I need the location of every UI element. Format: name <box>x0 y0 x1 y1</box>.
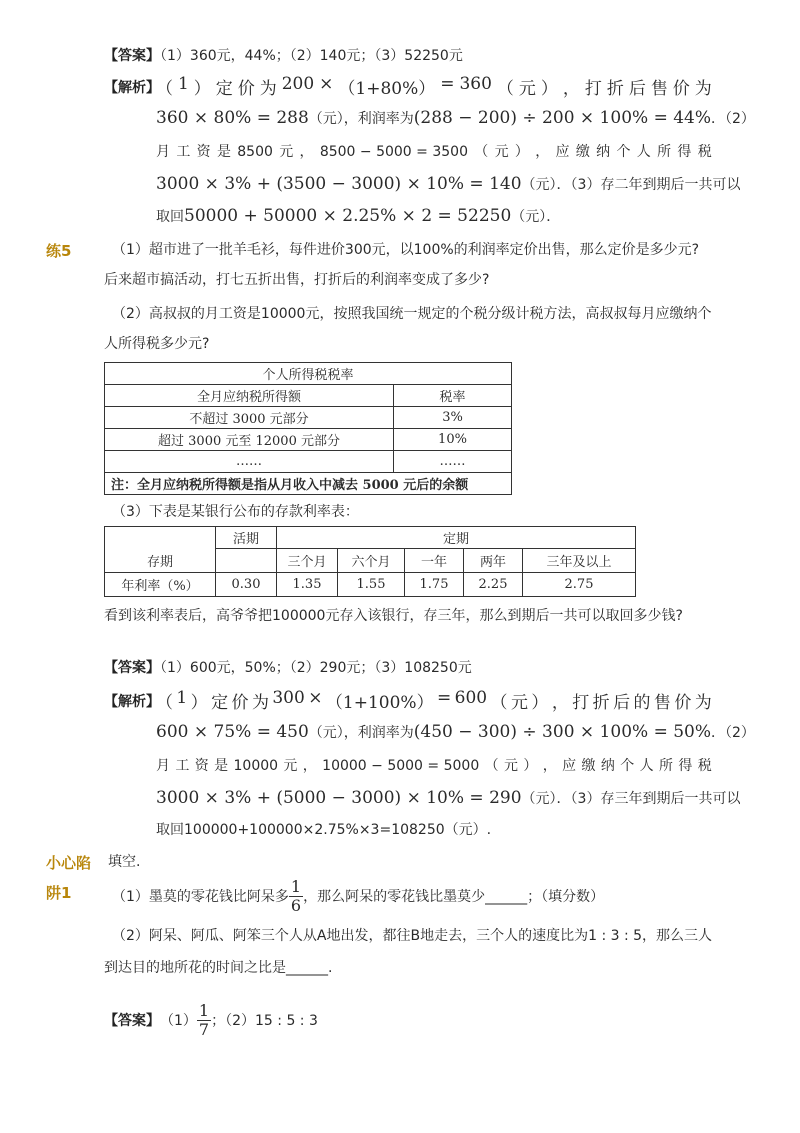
justified-token: 600 <box>454 688 488 708</box>
deposit-rate-table <box>104 526 636 597</box>
table-cell: 2.25 <box>464 573 523 597</box>
justified-token: 资 <box>194 758 209 774</box>
table-header: 活期 <box>216 527 277 549</box>
table-cell: 1.55 <box>338 573 405 597</box>
math-expression: 3000 × 3% + (5000 − 3000) × 10% = 290 <box>156 788 522 808</box>
justified-token: 10000 <box>233 758 279 774</box>
justified-token: = <box>437 688 452 708</box>
question-3-line-2: 看到该利率表后，高爷爷把100000元存入该银行，存三年，那么到期后一共可以取回多少钱? <box>104 608 683 624</box>
justified-token: 价 <box>231 693 249 713</box>
fraction <box>289 878 303 915</box>
justified-token: 10000 − 5000 = 5000 <box>322 758 480 774</box>
analysis-2-line-3 <box>156 756 712 776</box>
justified-token: （ <box>474 144 489 160</box>
math-expression: (288 − 200) ÷ 200 × 100% = 44% <box>413 108 711 128</box>
math-expression: 50000 + 50000 × 2.25% × 2 = 52250 <box>184 206 512 226</box>
answer-text: （1）600元，50%；（2）290元；（3）108250元 <box>160 660 472 676</box>
justified-token: 元 <box>494 144 509 160</box>
justified-token: （ <box>484 758 499 774</box>
analysis-1-line-4 <box>156 174 740 195</box>
table-cell: 不超过 3000 元部分 <box>105 407 394 429</box>
justified-token: 应 <box>555 144 570 160</box>
table-header: 税率 <box>394 385 512 407</box>
justified-token: 工 <box>175 758 190 774</box>
justified-token: 得 <box>678 758 693 774</box>
table-header: 年利率（%） <box>105 573 216 597</box>
justified-token: 税 <box>697 758 712 774</box>
analysis-text: （元），利润率为 <box>308 725 414 741</box>
answer-tag: 【答案】 <box>104 48 160 64</box>
justified-token: 人 <box>639 758 654 774</box>
justified-token: （ <box>156 693 173 713</box>
table-header: 一年 <box>405 549 464 573</box>
exercise-label: 练5 <box>46 242 72 260</box>
trap-question-2-line-1: （2）阿呆、阿瓜、阿笨三个人从A地出发，都往B地走去，三个人的速度比为1 : 3 : 5，那么三人 <box>112 928 713 944</box>
justified-token: 1 <box>177 74 189 94</box>
analysis-2-line-1 <box>156 688 712 713</box>
table-header: 两年 <box>464 549 523 573</box>
math-expression: 3000 × 3% + (3500 − 3000) × 10% = 140 <box>156 174 522 194</box>
justified-token: 定 <box>215 79 233 99</box>
justified-token: ） <box>540 79 558 99</box>
justified-token: 为 <box>259 79 277 99</box>
question-1-line-2: 后来超市搞活动，打七五折出售，打折后的利润率变成了多少? <box>104 272 490 288</box>
fraction-denominator: 6 <box>290 896 302 915</box>
justified-token: 元 <box>279 144 294 160</box>
justified-token: （ <box>490 693 508 713</box>
justified-token: 8500 − 5000 = 3500 <box>319 144 468 160</box>
justified-token: 缴 <box>575 144 590 160</box>
analysis-tag: 【解析】 <box>104 694 160 710</box>
tax-rate-table <box>104 362 512 495</box>
justified-token: 人 <box>636 144 651 160</box>
justified-token: 打 <box>572 693 590 713</box>
justified-token: 纳 <box>596 144 611 160</box>
table-header: 六个月 <box>338 549 405 573</box>
answer-2 <box>104 658 472 678</box>
analysis-2-line-2 <box>156 722 755 743</box>
question-text: （1）墨莫的零花钱比阿呆多 <box>112 888 289 905</box>
table-cell: 1.75 <box>405 573 464 597</box>
justified-token: 为 <box>251 693 269 713</box>
table-cell: 超过 3000 元至 12000 元部分 <box>105 429 394 451</box>
table-cell <box>105 527 216 549</box>
justified-token: ， <box>551 693 569 713</box>
trap-label-1: 小心陷 <box>46 854 92 872</box>
analysis-2-line-4 <box>156 788 740 809</box>
justified-token: 资 <box>196 144 211 160</box>
fraction-denominator: 7 <box>198 1020 210 1039</box>
table-cell: …… <box>105 451 394 473</box>
justified-token: 是 <box>216 144 231 160</box>
analysis-1-line-2 <box>156 108 755 129</box>
analysis-2-line-5: 取回100000+100000×2.75%×3=108250（元）. <box>156 822 492 838</box>
justified-token: （1+100%） <box>325 693 434 713</box>
table-header: 三年及以上 <box>523 549 636 573</box>
question-1-line-1: （1）超市进了一批羊毛衫，每件进价300元，以100%的利润率定价出售，那么定价是多少元? <box>112 242 700 258</box>
justified-token: ， <box>562 79 580 99</box>
justified-token: 元 <box>283 758 298 774</box>
table-header: 定期 <box>277 527 636 549</box>
table-header: 三个月 <box>277 549 338 573</box>
justified-token: 个 <box>616 144 631 160</box>
justified-token: 元 <box>518 79 536 99</box>
analysis-text: ．（2） <box>711 111 755 127</box>
analysis-text: （元）．（3）存三年到期后一共可以 <box>521 791 741 807</box>
answer-text: ；（2）15 : 5 : 3 <box>211 1012 318 1029</box>
answer-text: （1） <box>160 1012 197 1029</box>
justified-token: 月 <box>156 144 170 160</box>
answer-tag: 【答案】 <box>104 1012 160 1029</box>
math-expression: 360 × 80% = 288 <box>156 108 309 128</box>
justified-token: 售 <box>650 79 668 99</box>
justified-token: 价 <box>237 79 255 99</box>
justified-token: ， <box>302 758 317 774</box>
justified-token: 缴 <box>581 758 596 774</box>
justified-token: 税 <box>697 144 712 160</box>
justified-token: 为 <box>694 693 712 713</box>
fraction-numerator: 1 <box>290 877 302 896</box>
justified-token: 360 <box>459 74 492 94</box>
analysis-2 <box>104 692 160 712</box>
question-2-line-2: 人所得税多少元? <box>104 336 210 352</box>
analysis-text: （元）．（3）存二年到期后一共可以 <box>521 177 741 193</box>
justified-token: 所 <box>657 144 672 160</box>
justified-token: 为 <box>694 79 712 99</box>
table-cell: 3% <box>394 407 512 429</box>
justified-token: ） <box>190 693 208 713</box>
question-2-line-1: （2）高叔叔的月工资是10000元，按照我国统一规定的个税分级计税方法，高叔叔每月应缴纳个 <box>112 306 712 322</box>
justified-token: 元 <box>510 693 528 713</box>
analysis-1 <box>104 78 160 98</box>
justified-token: 的 <box>633 693 651 713</box>
justified-token: 1 <box>176 688 188 708</box>
justified-token: = <box>440 74 455 94</box>
justified-token: 定 <box>211 693 229 713</box>
justified-token: 月 <box>156 758 170 774</box>
table-note: 注：全月应纳税所得额是指从月收入中减去 5000 元后的余额 <box>105 473 512 495</box>
table-header: 存期 <box>105 549 216 573</box>
justified-token: 所 <box>658 758 673 774</box>
justified-token: 300 <box>272 688 305 708</box>
math-expression: (450 − 300) ÷ 300 × 100% = 50% <box>413 722 711 742</box>
justified-token: 工 <box>176 144 191 160</box>
trap-intro: 填空. <box>108 854 141 870</box>
analysis-text: ．（2） <box>711 725 755 741</box>
analysis-tag: 【解析】 <box>104 80 160 96</box>
table-cell: 0.30 <box>216 573 277 597</box>
justified-token: × <box>308 688 323 708</box>
justified-token: （ <box>156 79 173 99</box>
justified-token: ） <box>514 144 529 160</box>
justified-token: ） <box>523 758 538 774</box>
table-cell: 1.35 <box>277 573 338 597</box>
justified-token: ） <box>193 79 211 99</box>
justified-token: × <box>319 74 334 94</box>
justified-token: 价 <box>674 693 692 713</box>
question-text: ，那么阿呆的零花钱比墨莫少______；（填分数） <box>303 888 605 905</box>
justified-token: 后 <box>613 693 631 713</box>
justified-token: 售 <box>653 693 671 713</box>
question-3-line-1: （3）下表是某银行公布的存款利率表： <box>112 504 359 520</box>
analysis-text: （元），利润率为 <box>308 111 414 127</box>
table-cell: …… <box>394 451 512 473</box>
justified-token: （1+80%） <box>338 79 436 99</box>
justified-token: 得 <box>677 144 692 160</box>
justified-token: 后 <box>628 79 646 99</box>
justified-token: （ <box>496 79 514 99</box>
trap-question-2-line-2: 到达目的地所花的时间之比是______. <box>104 960 333 976</box>
justified-token: 纳 <box>600 758 615 774</box>
analysis-1-line-5 <box>156 206 560 227</box>
justified-token: 8500 <box>237 144 273 160</box>
justified-token: ， <box>299 144 314 160</box>
fraction <box>197 1002 211 1039</box>
justified-token: 个 <box>620 758 635 774</box>
table-header: 全月应纳税所得额 <box>105 385 394 407</box>
justified-token: 折 <box>606 79 624 99</box>
analysis-1-line-3 <box>156 142 712 162</box>
analysis-1-line-1 <box>156 74 712 99</box>
justified-token: 价 <box>672 79 690 99</box>
trap-question-1 <box>112 878 604 915</box>
answer-text: （1）360元，44%；（2）140元；（3）52250元 <box>160 48 463 64</box>
table-cell <box>216 549 277 573</box>
answer-1 <box>104 46 463 66</box>
justified-token: ， <box>535 144 550 160</box>
justified-token: ， <box>542 758 557 774</box>
trap-answer <box>104 1002 318 1039</box>
math-expression: 600 × 75% = 450 <box>156 722 309 742</box>
justified-token: 折 <box>592 693 610 713</box>
table-cell: 2.75 <box>523 573 636 597</box>
analysis-text: 取回 <box>156 209 184 225</box>
fraction-numerator: 1 <box>198 1001 210 1020</box>
justified-token: 元 <box>503 758 518 774</box>
justified-token: 200 <box>281 74 315 94</box>
justified-token: 应 <box>562 758 577 774</box>
answer-tag: 【答案】 <box>104 660 160 676</box>
justified-token: 打 <box>584 79 602 99</box>
table-cell: 10% <box>394 429 512 451</box>
justified-token: ） <box>531 693 549 713</box>
analysis-text: （元）． <box>511 209 561 225</box>
trap-label-2: 阱1 <box>46 884 72 902</box>
table-title: 个人所得税税率 <box>105 363 512 385</box>
justified-token: 是 <box>214 758 229 774</box>
